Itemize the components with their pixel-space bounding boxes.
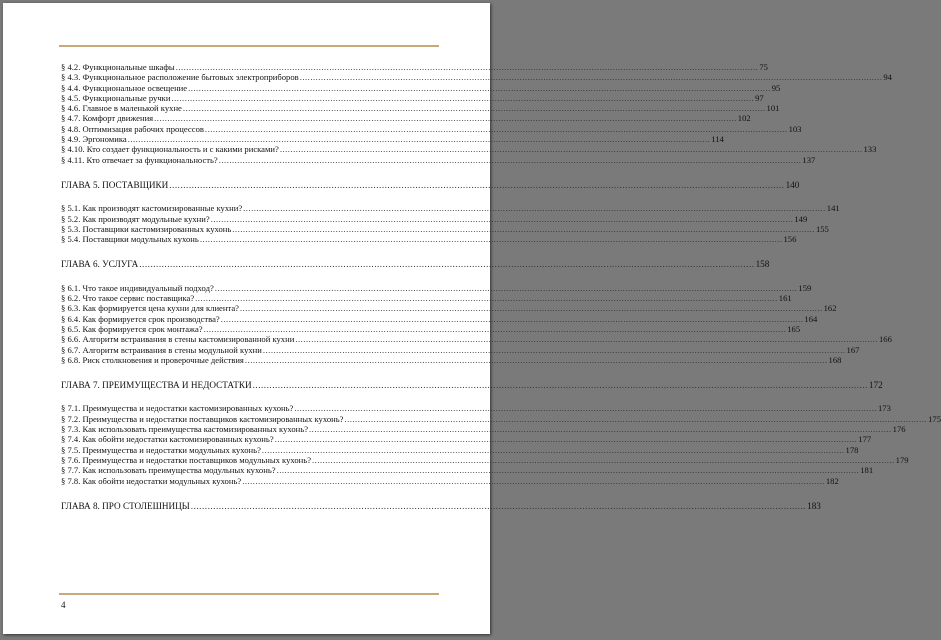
toc-chapter-entry[interactable] bbox=[61, 500, 821, 511]
toc-entry-title: ГЛАВА 7. ПРЕИМУЩЕСТВА И НЕДОСТАТКИ bbox=[61, 380, 252, 391]
toc-chapter-entry[interactable] bbox=[61, 380, 883, 391]
dot-leader: ............................................................................................................................................................................................................................ bbox=[274, 434, 858, 445]
table-of-contents bbox=[61, 62, 941, 524]
toc-entry-title: § 4.9. Эргономика bbox=[61, 134, 127, 145]
dot-leader: ............................................................................................................................................................................................................................ bbox=[171, 92, 755, 103]
toc-entry-title: § 4.11. Кто отвечает за функциональность? bbox=[61, 154, 218, 165]
toc-entry-title: § 7.4. Как обойти недостатки кастомизированных кухонь? bbox=[61, 434, 274, 445]
toc-entry-title: ГЛАВА 5. ПОСТАВЩИКИ bbox=[61, 179, 169, 190]
toc-entry-page: 173 bbox=[878, 403, 891, 414]
document-page bbox=[3, 3, 941, 634]
toc-entry-title: § 6.8. Риск столкновения и проверочные действия bbox=[61, 354, 244, 365]
toc-entry-page: 155 bbox=[815, 223, 829, 234]
toc-section-entry[interactable] bbox=[61, 134, 724, 145]
toc-section-entry[interactable] bbox=[61, 334, 892, 345]
toc-section-entry[interactable] bbox=[61, 82, 781, 93]
toc-entry-title: § 6.3. Как формируется цена кухни для клиента? bbox=[61, 303, 239, 314]
dot-leader: ............................................................................................................................................................................................................................ bbox=[204, 123, 788, 134]
toc-section-entry[interactable] bbox=[61, 344, 860, 355]
header-rule bbox=[59, 45, 439, 47]
toc-entry-title: § 7.7. Как использовать преимущества модульных кухонь? bbox=[61, 465, 276, 476]
toc-section-entry[interactable] bbox=[61, 465, 874, 476]
toc-entry-title: § 6.4. Как формируется срок производства? bbox=[61, 313, 220, 324]
toc-entry-title: § 4.8. Оптимизация рабочих процессов bbox=[61, 123, 204, 134]
toc-section-entry[interactable] bbox=[61, 103, 780, 114]
dot-leader: ............................................................................................................................................................................................................................ bbox=[294, 403, 877, 414]
dot-leader: ............................................................................................................................................................................................................................ bbox=[210, 213, 794, 224]
toc-entry-title: § 6.1. Что такое индивидуальный подход? bbox=[61, 282, 214, 293]
dot-leader: ............................................................................................................................................................................................................................ bbox=[199, 234, 783, 245]
page-number: 4 bbox=[61, 600, 66, 610]
toc-section-entry[interactable] bbox=[61, 303, 837, 314]
toc-entry-page: 102 bbox=[737, 113, 751, 124]
dot-leader: ............................................................................................................................................................................................................................ bbox=[261, 444, 845, 455]
dot-leader: ............................................................................................................................................................................................................................ bbox=[309, 424, 892, 435]
toc-section-entry[interactable] bbox=[61, 223, 829, 234]
toc-entry-page: 167 bbox=[846, 344, 860, 355]
dot-leader: ............................................................................................................................................................................................................................ bbox=[190, 500, 807, 511]
dot-leader: ............................................................................................................................................................................................................................ bbox=[244, 354, 828, 365]
dot-leader: ............................................................................................................................................................................................................................ bbox=[295, 334, 878, 345]
toc-chapter-entry[interactable] bbox=[61, 179, 800, 190]
dot-leader: ............................................................................................................................................................................................................................ bbox=[344, 413, 928, 424]
dot-leader: ............................................................................................................................................................................................................................ bbox=[276, 465, 860, 476]
toc-entry-page: 179 bbox=[895, 454, 909, 465]
toc-entry-title: § 7.8. Как обойти недостатки модульных кухонь? bbox=[61, 475, 242, 486]
dot-leader: ............................................................................................................................................................................................................................ bbox=[139, 259, 755, 270]
toc-entry-page: 149 bbox=[794, 213, 808, 224]
toc-entry-page: 181 bbox=[860, 465, 874, 476]
dot-leader: ............................................................................................................................................................................................................................ bbox=[220, 313, 804, 324]
toc-section-entry[interactable] bbox=[61, 234, 797, 245]
toc-entry-page: 94 bbox=[883, 72, 892, 83]
toc-entry-title: § 6.2. Что такое сервис поставщика? bbox=[61, 293, 195, 304]
toc-section-entry[interactable] bbox=[61, 144, 877, 155]
toc-entry-title: § 6.5. Как формируется срок монтажа? bbox=[61, 323, 203, 334]
toc-entry-page: 101 bbox=[766, 103, 780, 114]
toc-entry-title: § 4.10. Кто создает функциональность и с какими рисками? bbox=[61, 144, 279, 155]
dot-leader: ............................................................................................................................................................................................................................ bbox=[175, 62, 759, 72]
toc-entry-page: 75 bbox=[759, 62, 768, 72]
toc-section-entry[interactable] bbox=[61, 282, 812, 293]
toc-entry-page: 137 bbox=[802, 154, 816, 165]
footer-rule bbox=[59, 593, 439, 595]
dot-leader: ............................................................................................................................................................................................................................ bbox=[182, 103, 766, 114]
toc-section-entry[interactable] bbox=[61, 293, 792, 304]
toc-entry-title: § 5.4. Поставщики модульных кухонь bbox=[61, 234, 199, 245]
dot-leader: ............................................................................................................................................................................................................................ bbox=[188, 82, 771, 93]
toc-entry-title: § 6.6. Алгоритм встраивания в стены кастомизированной кухни bbox=[61, 334, 295, 345]
toc-section-entry[interactable] bbox=[61, 323, 801, 334]
toc-entry-title: § 7.2. Преимущества и недостатки поставщиков кастомизированных кухонь? bbox=[61, 413, 344, 424]
toc-entry-page: 182 bbox=[825, 475, 839, 486]
dot-leader: ............................................................................................................................................................................................................................ bbox=[232, 223, 815, 234]
toc-entry-page: 176 bbox=[892, 424, 906, 435]
toc-entry-page: 161 bbox=[778, 293, 792, 304]
toc-section-entry[interactable] bbox=[61, 313, 818, 324]
dot-leader: ............................................................................................................................................................................................................................ bbox=[154, 113, 737, 124]
toc-entry-title: § 4.7. Комфорт движения bbox=[61, 113, 154, 124]
toc-entry-title: § 4.6. Главное в маленькой кухне bbox=[61, 103, 182, 114]
dot-leader: ............................................................................................................................................................................................................................ bbox=[262, 344, 846, 355]
toc-entry-title: ГЛАВА 6. УСЛУГА bbox=[61, 259, 139, 270]
toc-entry-title: ГЛАВА 8. ПРО СТОЛЕШНИЦЫ bbox=[61, 500, 190, 511]
toc-entry-page: 172 bbox=[868, 380, 883, 391]
toc-entry-page: 165 bbox=[787, 323, 801, 334]
dot-leader: ............................................................................................................................................................................................................................ bbox=[214, 282, 798, 293]
toc-entry-page: 97 bbox=[755, 92, 764, 103]
toc-entry-title: § 5.2. Как производят модульные кухни? bbox=[61, 213, 210, 224]
toc-section-entry[interactable] bbox=[61, 434, 872, 445]
toc-entry-title: § 4.3. Функциональное расположение бытовых электроприборов bbox=[61, 72, 299, 83]
dot-leader: ............................................................................................................................................................................................................................ bbox=[169, 179, 785, 190]
toc-entry-title: § 7.6. Преимущества и недостатки поставщиков модульных кухонь? bbox=[61, 454, 312, 465]
toc-section-entry[interactable] bbox=[61, 154, 816, 165]
toc-entry-page: 175 bbox=[928, 413, 941, 424]
toc-entry-title: § 7.3. Как использовать преимущества кастомизированных кухонь? bbox=[61, 424, 309, 435]
toc-entry-title: § 5.3. Поставщики кастомизированных кухонь bbox=[61, 223, 232, 234]
toc-section-entry[interactable] bbox=[61, 213, 808, 224]
toc-entry-title: § 7.5. Преимущества и недостатки модульных кухонь? bbox=[61, 444, 261, 455]
toc-section-entry[interactable] bbox=[61, 62, 768, 72]
dot-leader: ............................................................................................................................................................................................................................ bbox=[239, 303, 823, 314]
toc-chapter-entry[interactable] bbox=[61, 259, 770, 270]
toc-entry-title: § 4.4. Функциональное освещение bbox=[61, 82, 188, 93]
toc-section-entry[interactable] bbox=[61, 92, 764, 103]
dot-leader: ............................................................................................................................................................................................................................ bbox=[218, 154, 802, 165]
toc-section-entry[interactable] bbox=[61, 424, 906, 435]
toc-entry-title: § 6.7. Алгоритм встраивания в стены модульной кухни bbox=[61, 344, 262, 355]
dot-leader: ............................................................................................................................................................................................................................ bbox=[242, 475, 825, 486]
toc-entry-page: 177 bbox=[858, 434, 872, 445]
dot-leader: ............................................................................................................................................................................................................................ bbox=[312, 454, 895, 465]
toc-entry-title: § 4.5. Функциональные ручки bbox=[61, 92, 171, 103]
toc-section-entry[interactable] bbox=[61, 413, 941, 424]
dot-leader: ............................................................................................................................................................................................................................ bbox=[252, 380, 868, 391]
dot-leader: ............................................................................................................................................................................................................................ bbox=[299, 72, 883, 83]
toc-section-entry[interactable] bbox=[61, 72, 892, 83]
toc-section-entry[interactable] bbox=[61, 203, 840, 214]
toc-section-entry[interactable] bbox=[61, 444, 859, 455]
dot-leader: ............................................................................................................................................................................................................................ bbox=[195, 293, 778, 304]
dot-leader: ............................................................................................................................................................................................................................ bbox=[127, 134, 711, 145]
toc-entry-title: § 7.1. Преимущества и недостатки кастомизированных кухонь? bbox=[61, 403, 294, 414]
toc-entry-title: § 4.2. Функциональные шкафы bbox=[61, 62, 175, 72]
toc-section-entry[interactable] bbox=[61, 354, 842, 365]
toc-entry-page: 159 bbox=[798, 282, 812, 293]
toc-entry-page: 133 bbox=[863, 144, 877, 155]
toc-entry-page: 183 bbox=[807, 500, 821, 511]
toc-section-entry[interactable] bbox=[61, 454, 909, 465]
toc-entry-title: § 5.1. Как производят кастомизированные кухни? bbox=[61, 203, 243, 214]
dot-leader: ............................................................................................................................................................................................................................ bbox=[279, 144, 863, 155]
toc-entry-page: 168 bbox=[828, 354, 842, 365]
toc-section-entry[interactable] bbox=[61, 123, 802, 134]
toc-entry-page: 164 bbox=[804, 313, 818, 324]
dot-leader: ............................................................................................................................................................................................................................ bbox=[203, 323, 787, 334]
toc-entry-page: 158 bbox=[755, 259, 770, 270]
toc-entry-page: 166 bbox=[878, 334, 892, 345]
toc-entry-page: 178 bbox=[845, 444, 859, 455]
toc-entry-page: 141 bbox=[826, 203, 840, 214]
toc-entry-page: 103 bbox=[788, 123, 802, 134]
toc-entry-page: 114 bbox=[711, 134, 724, 145]
toc-section-entry[interactable] bbox=[61, 475, 839, 486]
toc-entry-page: 162 bbox=[823, 303, 837, 314]
toc-entry-page: 95 bbox=[771, 82, 781, 93]
toc-entry-page: 140 bbox=[785, 179, 800, 190]
dot-leader: ............................................................................................................................................................................................................................ bbox=[243, 203, 826, 214]
toc-section-entry[interactable] bbox=[61, 113, 751, 124]
toc-section-entry[interactable] bbox=[61, 403, 891, 414]
toc-entry-page: 156 bbox=[783, 234, 797, 245]
